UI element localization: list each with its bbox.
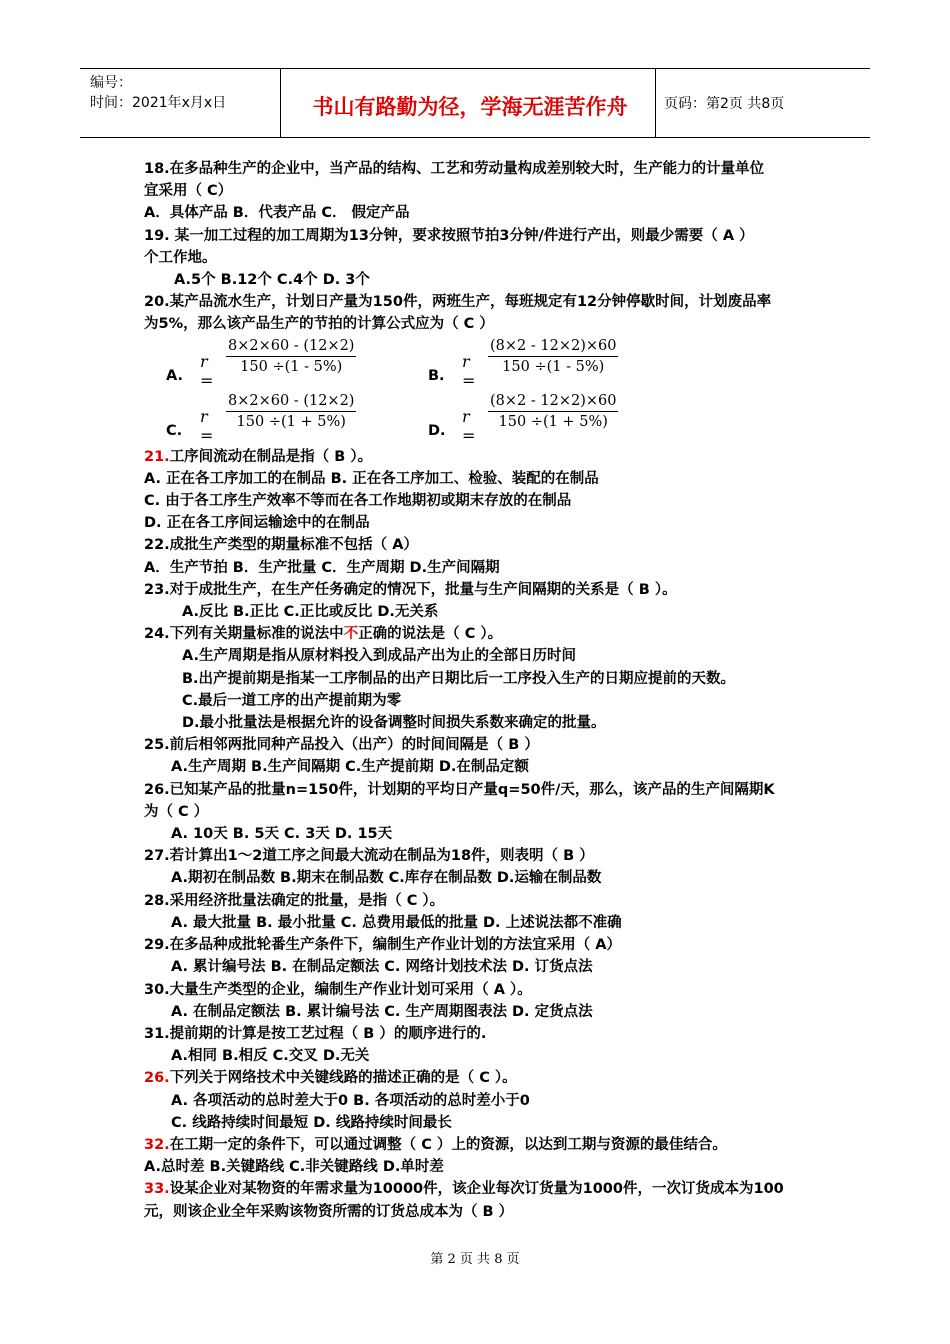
question-text: 24.下列有关期量标准的说法中 [144, 626, 344, 643]
q27-options: A.期初在制品数 B.期末在制品数 C.库存在制品数 D.运输在制品数 [171, 870, 602, 887]
fraction [488, 338, 618, 375]
numerator: (8×2 - 12×2)×60 [490, 337, 617, 354]
q33-stem [144, 1178, 824, 1200]
q21-option-ab: A. 正在各工序加工的在制品 B. 正在各工序加工、检验、装配的在制品 [144, 470, 599, 487]
question-number: 32. [144, 1136, 170, 1153]
q19-stem: 19. 某一加工过程的加工周期为13分钟，要求按照节拍3分钟/件进行产出，则最少需要（ A ） [144, 227, 754, 244]
q20-formula-options [144, 336, 824, 446]
option-label: B. [428, 367, 445, 384]
code-label: 编号： [90, 75, 132, 91]
q19-stem-cont: 个工作地。 [144, 249, 217, 266]
denominator: 150 ÷(1 - 5%) [240, 358, 343, 375]
page-footer: 第 2 页 共 8 页 [430, 1252, 520, 1267]
q26b-stem [144, 1067, 824, 1089]
q26-stem-cont: 为（ C ） [144, 803, 209, 820]
page-counter: 页码：第2页 共8页 [664, 96, 785, 112]
q18-stem: 18.在多品种生产的企业中，当产品的结构、工艺和劳动量构成差别较大时，生产能力的计量单位 [144, 161, 765, 177]
q26-options: A. 10天 B. 5天 C. 3天 D. 15天 [171, 826, 393, 843]
q22-options: A．生产节拍 B．生产批量 C．生产周期 D.生产间隔期 [144, 559, 500, 576]
option-label: A. [166, 367, 183, 384]
question-number: 21. [144, 448, 170, 465]
header-divider [655, 69, 656, 137]
q24-option-b: B.出产提前期是指某一工序制品的出产日期比后一工序投入生产的日期应提前的天数。 [182, 670, 736, 687]
q19-options: A.5个 B.12个 C.4个 D. 3个 [174, 272, 370, 289]
question-list [144, 158, 824, 1223]
denominator: 150 ÷(1 - 5%) [502, 358, 605, 375]
denominator: 150 ÷(1 + 5%) [236, 413, 346, 430]
q24-option-c: C.最后一道工序的出产提前期为零 [182, 692, 402, 709]
q26b-option-cd: C. 线路持续时间最短 D. 线路持续时间最长 [171, 1114, 452, 1131]
option-label: D. [428, 422, 446, 439]
time-label: 时间：2021年x月x日 [90, 95, 227, 111]
header-divider [280, 69, 281, 137]
question-number: 33. [144, 1181, 170, 1198]
q24-stem [144, 623, 824, 645]
question-text: 工序间流动在制品是指（ B ）。 [169, 448, 373, 465]
fraction [226, 393, 356, 430]
q20-stem: 20.某产品流水生产，计划日产量为150件，两班生产，每班规定有12分钟停歇时间，计划废品率 [144, 294, 772, 311]
numerator: 8×2×60 - (12×2) [228, 337, 355, 354]
header-meta [90, 73, 226, 113]
question-text: 在工期一定的条件下，可以通过调整（ C ）上的资源，以达到工期与资源的最佳结合。 [169, 1136, 727, 1153]
header-motto: 书山有路勤为径，学海无涯苦作舟 [312, 94, 628, 119]
option-label: C. [166, 422, 183, 439]
q20-stem-cont: 为5%，那么该产品生产的节拍的计算公式应为（ C ） [144, 316, 494, 333]
emphasis-not: 不 [343, 626, 359, 643]
q30-stem: 30.大量生产类型的企业，编制生产作业计划可采用（ A ）。 [144, 981, 532, 998]
q23-stem: 23.对于成批生产，在生产任务确定的情况下，批量与生产间隔期的关系是（ B ）。 [144, 581, 677, 598]
q29-stem: 29.在多品种成批轮番生产条件下，编制生产作业计划的方法宜采用（ A） [144, 937, 621, 954]
q21-option-d: D. 正在各工序间运输途中的在制品 [144, 515, 370, 532]
q23-options: A.反比 B.正比 C.正比或反比 D.无关系 [182, 604, 439, 621]
q26-stem: 26.已知某产品的批量n=150件，计划期的平均日产量q=50件/天，那么，该产品的生产间隔期K [144, 781, 775, 798]
q28-options: A. 最大批量 B. 最小批量 C. 总费用最低的批量 D. 上述说法都不准确 [171, 914, 622, 931]
numerator: (8×2 - 12×2)×60 [490, 392, 617, 409]
denominator: 150 ÷(1 + 5%) [498, 413, 608, 430]
question-number: 26. [144, 1070, 170, 1087]
q31-options: A.相同 B.相反 C.交叉 D.无关 [171, 1048, 370, 1065]
question-text-cont: 正确的说法是（ C ）。 [358, 626, 503, 643]
page-header [80, 68, 870, 138]
q25-options: A.生产周期 B.生产间隔期 C.生产提前期 D.在制品定额 [171, 759, 529, 776]
q21-stem [144, 446, 824, 468]
fraction [488, 393, 618, 430]
q22-stem: 22.成批生产类型的期量标准不包括（ A） [144, 537, 418, 554]
q21-option-c: C. 由于各工序生产效率不等而在各工作地期初或期末存放的在制品 [144, 493, 572, 510]
q27-stem: 27.若计算出1～2道工序之间最大流动在制品为18件，则表明（ B ） [144, 848, 594, 865]
q24-option-a: A.生产周期是指从原材料投入到成品产出为止的全部日历时间 [182, 648, 576, 665]
numerator: 8×2×60 - (12×2) [228, 392, 355, 409]
q28-stem: 28.采用经济批量法确定的批量，是指（ C ）。 [144, 892, 445, 909]
q33-stem-cont: 元，则该企业全年采购该物资所需的订货总成本为（ B ） [144, 1203, 514, 1220]
formula-r: r = [462, 406, 476, 445]
q29-options: A. 累计编号法 B. 在制品定额法 C. 网络计划技术法 D. 订货点法 [171, 959, 593, 976]
q32-options: A.总时差 B.关键路线 C.非关键路线 D.单时差 [144, 1159, 444, 1176]
q31-stem: 31.提前期的计算是按工艺过程（ B ）的顺序进行的. [144, 1025, 487, 1042]
q30-options: A. 在制品定额法 B. 累计编号法 C. 生产周期图表法 D. 定货点法 [171, 1003, 593, 1020]
q24-option-d: D.最小批量法是根据允许的设备调整时间损失系数来确定的批量。 [182, 715, 606, 732]
formula-r: r = [200, 406, 214, 445]
q18-stem-cont: 宜采用（ C） [144, 183, 233, 200]
q25-stem: 25.前后相邻两批同种产品投入（出产）的时间间隔是（ B ） [144, 737, 539, 754]
fraction [226, 338, 356, 375]
formula-r: r = [200, 351, 214, 390]
q18-options: A．具体产品 B．代表产品 C． 假定产品 [144, 205, 410, 222]
question-text: 设某企业对某物资的年需求量为10000件，该企业每次订货量为1000件，一次订货成本为100 [169, 1181, 784, 1198]
question-text: 下列关于网络技术中关键线路的描述正确的是（ C ）。 [169, 1070, 517, 1087]
q32-stem [144, 1134, 824, 1156]
formula-r: r = [462, 351, 476, 390]
q26b-option-ab: A. 各项活动的总时差大于0 B. 各项活动的总时差小于0 [171, 1092, 530, 1109]
